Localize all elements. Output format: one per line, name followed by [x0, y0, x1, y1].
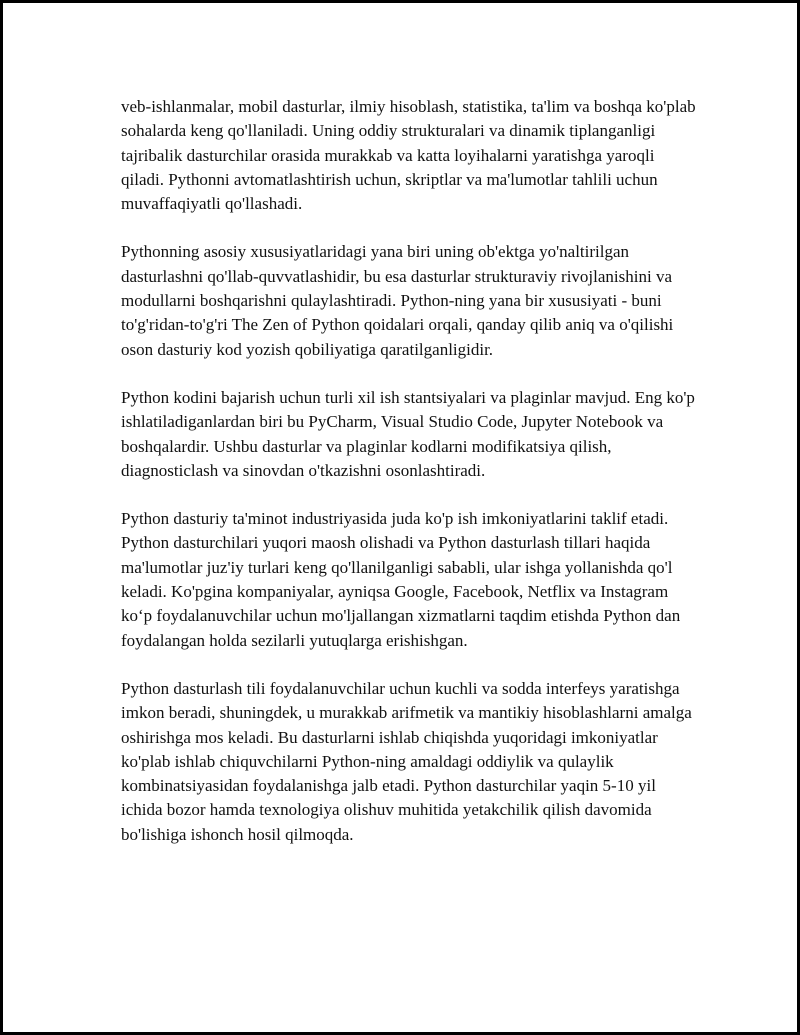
paragraph-3: Python kodini bajarish uchun turli xil ish stantsiyalari va plaginlar mavjud. Eng ko'p ishlatiladiganlardan biri bu PyCharm, Visual Studio Code, Jupyter Notebook va boshqalardir. Ushbu dasturlar va plaginlar kodlarni modifikatsiya qilish, diagnosticlash va sinovdan o'tkazishni osonlashtiradi.	[121, 387, 695, 480]
document-body	[121, 95, 701, 871]
paragraph-4: Python dasturiy ta'minot industriyasida juda ko'p ish imkoniyatlarini taklif etadi. Python dasturchilari yuqori maosh olishadi va Python dasturlash tillari haqida ma'lumotlar juz'iy turlari keng qo'llanilganligi sababli, ular ishga yollanishda qo'l keladi. Ko'pgina kompaniyalar, ayniqsa Google, Facebook, Netflix va Instagram ko‘p foydalanuvchilar uchun mo'ljallangan xizmatlarni taqdim etishda Python dan foydalangan holda sezilarli yutuqlarga erishishgan.	[121, 509, 681, 650]
paragraph-1: veb-ishlanmalar, mobil dasturlar, ilmiy hisoblash, statistika, ta'lim va boshqa ko'plab sohalarda keng qo'llaniladi. Uning oddiy strukturalari va dinamik tiplanganligi tajribalik dasturchilar orasida murakkab va katta loyihalarni yaratishga yaroqli qiladi. Pythonni avtomatlashtirish uchun, skriptlar va ma'lumotlar tahlili uchun muvaffaqiyatli qo'llashadi.	[121, 97, 696, 214]
paragraph-2: Pythonning asosiy xususiyatlaridagi yana biri uning ob'ektga yo'naltirilgan dasturlashni qo'llab-quvvatlashidir, bu esa dasturlar strukturaviy rivojlanishini va modullarni boshqarishni qulaylashtiradi. Python-ning yana bir xususiyati - buni to'g'ridan-to'g'ri The Zen of Python qoidalari orqali, qanday qilib aniq va o'qilishi oson dasturiy kod yozish qobiliyatiga qaratilganligidir.	[121, 242, 674, 359]
paragraph-5: Python dasturlash tili foydalanuvchilar uchun kuchli va sodda interfeys yaratishga imkon beradi, shuningdek, u murakkab arifmetik va mantikiy hisoblashlarni amalga oshirishga mos keladi. Bu dasturlarni ishlab chiqishda yuqoridagi imkoniyatlar ko'plab ishlab chiquvchilarni Python-ning amaldagi oddiylik va qulaylik kombinatsiyasidan foydalanishga jalb etadi. Python dasturchilar yaqin 5-10 yil ichida bozor hamda texnologiya olishuv muhitida yetakchilik qilish davomida bo'lishiga ishonch hosil qilmoqda.	[121, 678, 692, 844]
